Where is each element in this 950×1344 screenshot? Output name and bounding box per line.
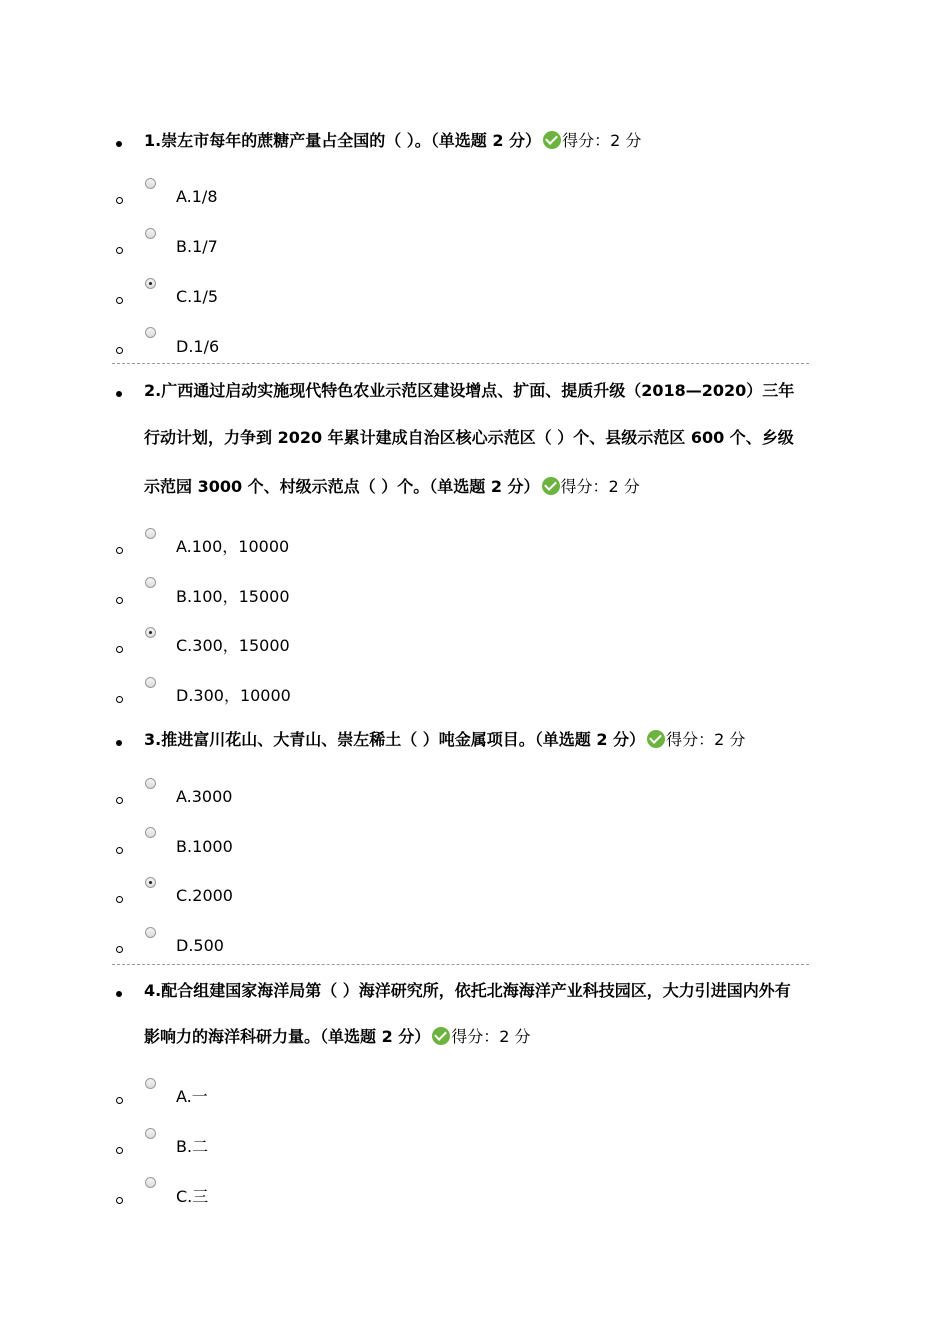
question-2-line-1: 2.广西通过启动实施现代特色农业示范区建设增点、扩面、提质升级（2018—2020）三年	[144, 381, 795, 400]
option-bullet	[116, 797, 123, 804]
option-d-label: D.1/6	[176, 337, 220, 356]
radio-option-c-selected[interactable]	[145, 278, 156, 289]
radio-option-b[interactable]	[145, 228, 156, 239]
option-bullet	[116, 297, 123, 304]
option-bullet	[116, 1197, 123, 1204]
radio-option-a[interactable]	[145, 178, 156, 189]
option-bullet	[116, 247, 123, 254]
option-b-label: B.1000	[176, 837, 233, 856]
question-3-score: 得分：2 分	[666, 730, 746, 749]
radio-option-a[interactable]	[145, 528, 156, 539]
question-divider	[112, 363, 809, 364]
option-bullet	[116, 646, 123, 653]
radio-option-c-selected[interactable]	[145, 877, 156, 888]
option-b-label: B.二	[176, 1137, 209, 1156]
option-bullet	[116, 547, 123, 554]
radio-option-d[interactable]	[145, 927, 156, 938]
option-a-label: A.一	[176, 1087, 208, 1106]
option-b-label: B.1/7	[176, 237, 218, 256]
option-bullet	[116, 946, 123, 953]
option-c-label: C.2000	[176, 886, 233, 905]
question-4-line-2: 影响力的海洋科研力量。（单选题 2 分）	[144, 1027, 431, 1046]
question-3-line-1: 3.推进富川花山、大青山、崇左稀土（ ）吨金属项目。（单选题 2 分）	[144, 730, 646, 749]
radio-option-c[interactable]	[145, 1177, 156, 1188]
question-4-score: 得分：2 分	[451, 1027, 531, 1046]
question-2-line-2: 行动计划，力争到 2020 年累计建成自治区核心示范区（ ）个、县级示范区 600 个、乡级	[144, 428, 794, 447]
question-2-line-3: 示范园 3000 个、村级示范点（ ）个。（单选题 2 分）	[144, 477, 540, 496]
option-b-label: B.100，15000	[176, 587, 290, 606]
checkmark-icon	[647, 730, 665, 748]
option-c-label: C.1/5	[176, 287, 219, 306]
question-2-score: 得分：2 分	[560, 477, 640, 496]
option-bullet	[116, 1097, 123, 1104]
option-bullet	[116, 597, 123, 604]
checkmark-icon	[542, 477, 560, 495]
question-4-line-2-wrap	[144, 1026, 531, 1048]
question-4-line-1: 4.配合组建国家海洋局第（ ）海洋研究所，依托北海海洋产业科技园区，大力引进国内外有	[144, 981, 791, 1000]
question-2-line-3-wrap	[144, 476, 640, 498]
option-a-label: A.100，10000	[176, 537, 290, 556]
question-bullet	[116, 141, 122, 147]
question-1-score: 得分：2 分	[562, 131, 642, 150]
question-bullet	[116, 991, 122, 997]
question-1-text	[144, 130, 641, 152]
radio-option-a[interactable]	[145, 778, 156, 789]
checkmark-icon	[432, 1027, 450, 1045]
option-bullet	[116, 847, 123, 854]
radio-option-d[interactable]	[145, 327, 156, 338]
radio-option-a[interactable]	[145, 1078, 156, 1089]
question-bullet	[116, 391, 122, 397]
option-d-label: D.300，10000	[176, 686, 291, 705]
question-divider	[112, 964, 809, 965]
option-bullet	[116, 197, 123, 204]
option-bullet	[116, 696, 123, 703]
question-3-text	[144, 729, 745, 751]
option-d-label: D.500	[176, 936, 224, 955]
option-bullet	[116, 1147, 123, 1154]
question-bullet	[116, 740, 122, 746]
radio-option-b[interactable]	[145, 577, 156, 588]
option-c-label: C.300，15000	[176, 636, 290, 655]
option-c-label: C.三	[176, 1187, 209, 1206]
checkmark-icon	[543, 131, 561, 149]
option-a-label: A.1/8	[176, 187, 218, 206]
option-a-label: A.3000	[176, 787, 233, 806]
radio-option-b[interactable]	[145, 1128, 156, 1139]
radio-option-b[interactable]	[145, 827, 156, 838]
question-1-line-1: 1.崇左市每年的蔗糖产量占全国的（ ）。（单选题 2 分）	[144, 131, 542, 150]
option-bullet	[116, 896, 123, 903]
radio-option-c-selected[interactable]	[145, 627, 156, 638]
radio-option-d[interactable]	[145, 677, 156, 688]
option-bullet	[116, 347, 123, 354]
